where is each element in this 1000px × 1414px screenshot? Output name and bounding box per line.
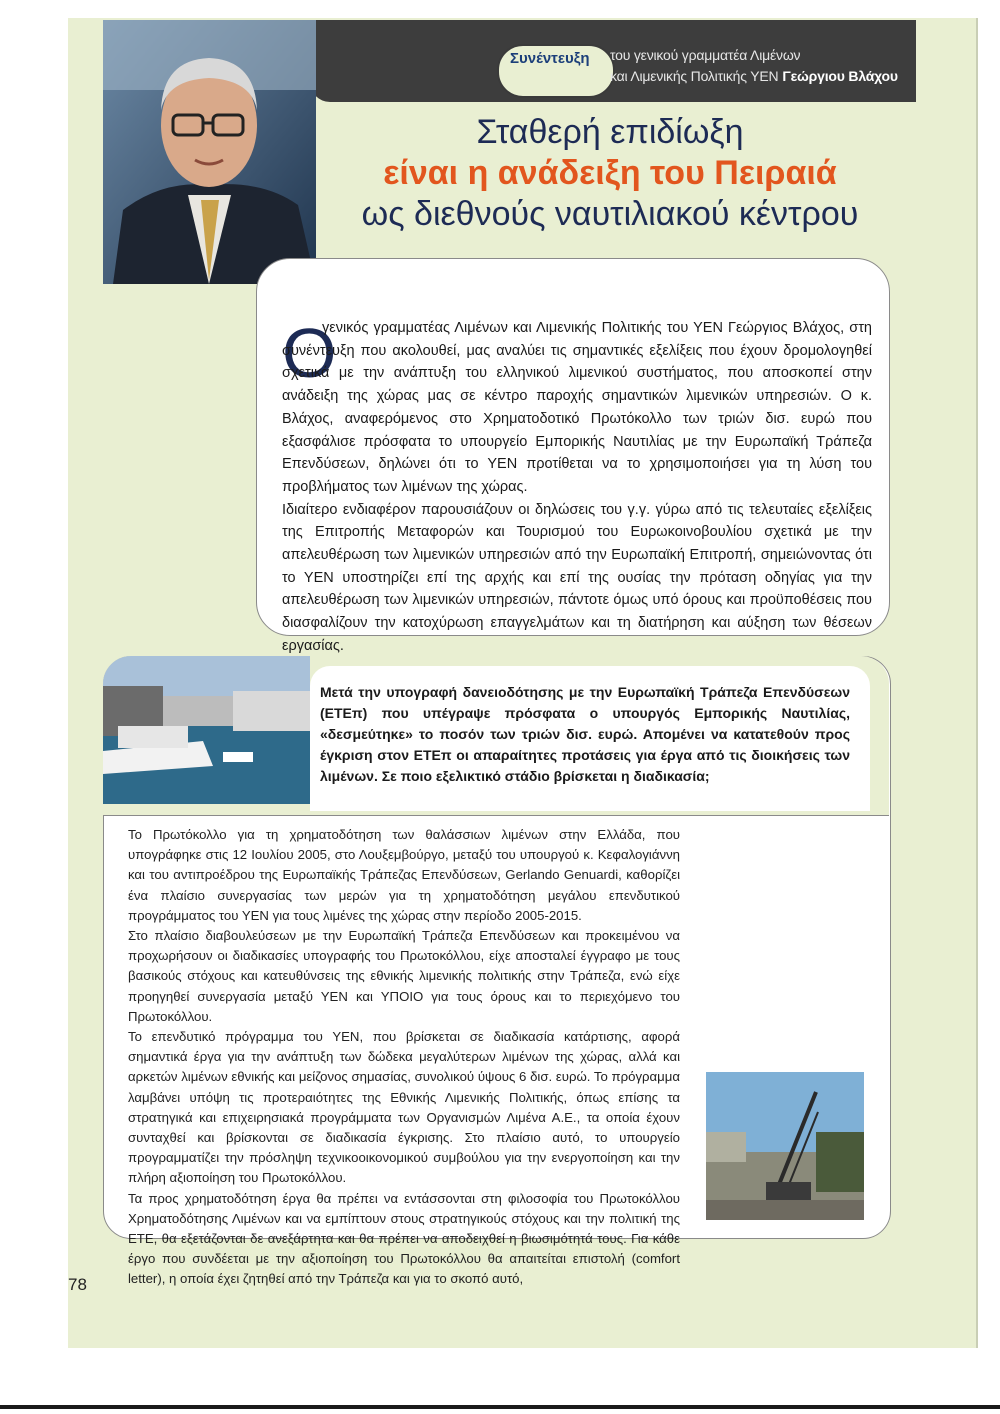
article-title [360,112,860,234]
interview-question: Μετά την υπογραφή δανειοδότησης με την Ευρωπαϊκή Τράπεζα Επενδύσεων (ΕΤΕπ) που υπέγραψε πρόσφατα ο υπουργός Εμπορικής Ναυτιλίας, «δεσμεύτηκε» το ποσόν των τριών δισ. ευρώ. Απομένει να κατατεθούν προς έγκριση στον ΕΤΕπ οι απαραίτητες προτάσεις για έργα από τις διοικήσεις των λιμένων. Σε ποιο εξελικτικό στάδιο βρίσκεται η διαδικασία; [320,684,850,784]
intro-paragraph-1: γενικός γραμματέας Λιμένων και Λιμενικής Πολιτικής του ΥΕΝ Γεώργιος Βλάχος, στη συνέντευξη που ακολουθεί, μας αναλύει τις σημαντικές εξελίξεις που έχουν δρομολογηθεί σχετικά με την ανάπτυξη του ελληνικού λιμενικού συστήματος, που αποσκοπεί στην ανάδειξη της χώρας μας σε κέντρο παροχής σημαντικών λιμενικών υπηρεσιών. Ο κ. Βλάχος, αναφερόμενος στο Χρηματοδοτικό Πρωτόκολλο των τριών δισ. ευρώ που εξασφάλισε πρόσφατα το υπουργείο Εμπορικής Ναυτιλίας με την Ευρωπαϊκή Τράπεζα Επενδύσεων, δηλώνει ότι το ΥΕΝ προτίθεται να το χρησιμοποιήσει για τη λύση του προβλήματος των λιμένων της χώρας. [282,320,872,495]
drop-cap: Ο [282,314,337,392]
interview-label: Συνέντευξη [510,50,590,67]
port-photo [103,656,310,804]
intro-paragraph-2: Ιδιαίτερο ενδιαφέρον παρουσιάζουν οι δηλώσεις του γ.γ. γύρω από τις τελευταίες εξελίξεις της Επιτροπής Μεταφορών και Τουρισμού του Ευρωκοινοβουλίου σχετικά με την απελευθέρωση των λιμενικών υπηρεσιών από την Ευρωπαϊκή Επιτροπή, σημειώνοντας ότι το ΥΕΝ υποστηρίζει επί της αρχής και επί της ουσίας την πρόταση οδηγίας για την απελευθέρωση των λιμενικών υπηρεσιών, πάντοτε όμως υπό όρους και προϋποθέσεις που διασφαλίζουν την κατοχύρωση επαγγελμάτων και τη διατήρηση και αύξηση των θέσεων εργασίας. [282,501,872,654]
page-number: 78 [68,1275,87,1294]
header-subtitle-line2-text: και Λιμενικής Πολιτικής ΥΕΝ [610,68,779,84]
bottom-rule [0,1405,1000,1409]
title-line2: είναι η ανάδειξη του Πειραιά [383,154,837,192]
title-line1: Σταθερή επιδίωξη [476,113,744,151]
page-edge [976,18,978,1348]
body-paragraph-2: Στο πλαίσιο διαβουλεύσεων με την Ευρωπαϊκή Τράπεζα Επενδύσεων και προκειμένου να προχωρήσουν οι διαδικασίες υπογραφής του Πρωτοκόλλου, είχε αποσταλεί έγγραφο με τους βασικούς στόχους και κατευθύνσεις της εθνικής λιμενικής πολιτικής στην Τράπεζα, ενώ είχε προηγηθεί συνεργασία μεταξύ ΥΕΝ και ΥΠΟΙΟ για τους όρους και το περιεχόμενο του Πρωτοκόλλου. [128,928,680,1024]
title-line3: ως διεθνούς ναυτιλιακού κέντρου [361,195,859,233]
portrait-photo [103,20,316,284]
intro-text [282,314,872,658]
article-body [128,825,680,1290]
header-subtitle-line1: του γενικού γραμματέα Λιμένων [610,47,801,63]
body-paragraph-3: Το επενδυτικό πρόγραμμα του ΥΕΝ, που βρίσκεται σε διαδικασία κατάρτισης, αφορά σημαντικά έργα για την ανάπτυξη των δώδεκα μεγαλύτερων λιμένων της χώρας, αλλά και αρκετών λιμένων εθνικής και μείζονος σημασίας, συνολικού ύψους 6 δισ. ευρώ. Το πρόγραμμα λαμβάνει υπόψη τις προτεραιότητες της Εθνικής Λιμενικής Πολιτικής, όπως επίσης τα στρατηγικά και επιχειρησιακά προγράμματα των Οργανισμών Λιμένα Α.Ε., τα οποία έχουν συνταχθεί και βρίσκονται σε διαδικασία έγκρισης. Στο πλαίσιο αυτό, το υπουργείο προγραμματίζει την πρόσληψη τεχνικοοικονομικού συμβούλου για την ενεργοποίηση και την πλήρη αξιοποίηση του Πρωτοκόλλου. [128,1029,680,1186]
crane-photo [706,1072,864,1220]
body-paragraph-4: Τα προς χρηματοδότηση έργα θα πρέπει να εντάσσονται στη φιλοσοφία του Πρωτοκόλλου Χρηματοδότησης Λιμένων και να εμπίπτουν στους στρατηγικούς στόχους και την πολιτική της ΕΤΕ, θα εξετάζονται δε ανεξάρτητα και θα πρέπει να αποδειχθεί η βιωσιμότητά τους. Για κάθε έργο που συνδέεται με την αξιοποίηση του Πρωτοκόλλου θα απαιτείται επιστολή (comfort letter), η οποία έχει ζητηθεί από την Τράπεζα και για το σκοπό αυτό, [128,1190,680,1287]
interviewee-name: Γεώργιου Βλάχου [782,68,898,84]
body-paragraph-1: Το Πρωτόκολλο για τη χρηματοδότηση των θαλάσσιων λιμένων στην Ελλάδα, που υπογράφηκε στις 12 Ιουλίου 2005, στο Λουξεμβούργο, μεταξύ του υπουργού κ. Κεφαλογιάννη και του αντιπροέδρου της Ευρωπαϊκής Τράπεζας Επενδύσεων, Gerlando Genuardi, καθορίζει ένα πλαίσιο συνεργασίας των μερών για τη χρηματοδότηση μεγάλου επενδυτικού προγράμματος του ΥΕΝ για τους λιμένες της χώρας στην περίοδο 2005-2015. [128,827,680,923]
question-separator [103,815,889,816]
header-subtitle-line2 [610,68,898,84]
